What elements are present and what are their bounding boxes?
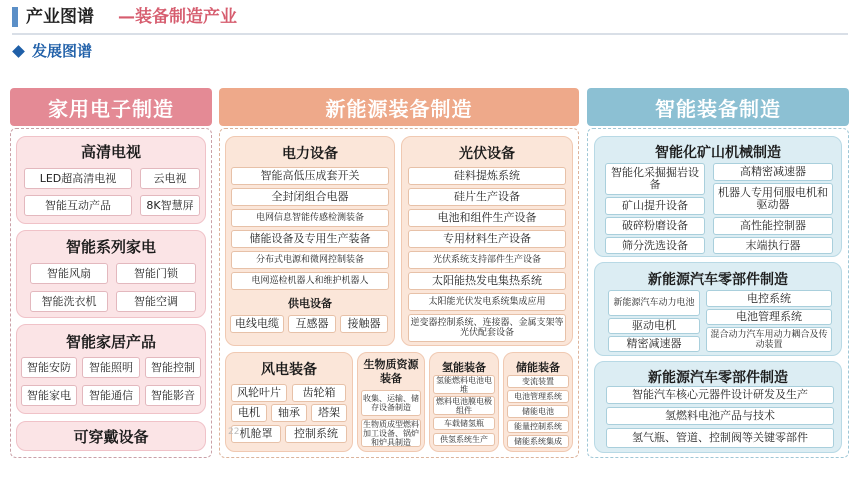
chip-cables: 电线电缆 (230, 315, 284, 333)
chip-smart-lighting: 智能照明 (82, 357, 140, 378)
chip-wind-control: 控制系统 (285, 425, 347, 443)
chip-power-battery: 新能源汽车动力电池 (608, 290, 700, 316)
chip-bms: 电池管理系统 (507, 390, 569, 403)
chip-fuel-cell-stack: 氢能燃料电池电堆 (433, 375, 495, 394)
chip-silicon-refining: 硅料提炼系统 (408, 167, 566, 185)
chip-smart-ac: 智能空调 (116, 291, 196, 312)
chip-smart-car-components: 智能汽车核心元器件设计研发及生产 (606, 386, 834, 404)
chip-microgrid: 分布式电源和微网控制装备 (231, 251, 389, 269)
card-hd-tv-title: 高清电视 (80, 143, 141, 161)
chip-transformer: 互感器 (288, 315, 336, 333)
chip-smart-fan: 智能风扇 (30, 263, 108, 284)
card-smart-appliances-title: 智能系列家电 (65, 238, 156, 256)
chip-smart-washer: 智能洗衣机 (30, 291, 108, 312)
chip-bearing: 轴承 (271, 404, 307, 422)
chip-nacelle: 机舱罩 (231, 425, 281, 443)
chip-smart-lock: 智能门锁 (116, 263, 196, 284)
chip-tower: 塔架 (311, 404, 347, 422)
title-accent-bar (12, 7, 18, 27)
chip-gearbox: 齿轮箱 (292, 384, 346, 402)
chip-screening: 筛分洗选设备 (605, 237, 705, 254)
page-subtitle: —装备制造产业 (118, 7, 237, 27)
chip-hybrid-coupling: 混合动力汽车用动力耦合及传动装置 (706, 327, 832, 352)
chip-biomass-collect: 收集、运输、储存设备制造 (361, 390, 421, 416)
card-biomass-title: 生物质资源装备 (363, 358, 419, 385)
chip-8k-screen: 8K智慧屏 (140, 195, 200, 216)
chip-storage-battery: 储能电池 (507, 405, 569, 418)
chip-wind-blade: 风轮叶片 (231, 384, 287, 402)
chip-h2-fuel-cell-tech: 氢燃料电池产品与技术 (606, 407, 834, 425)
page-title: 产业图谱 (26, 7, 94, 27)
chip-pv-support: 光伏系统支持部件生产设备 (408, 251, 566, 269)
card-wind-equipment-title: 风电装备 (261, 362, 317, 378)
chip-mining-excavation: 智能化采掘掘岩设备 (605, 163, 705, 195)
power-supply-title: 供电设备 (288, 297, 332, 310)
header-divider (12, 33, 848, 35)
chip-gis: 全封闭组合电器 (231, 188, 389, 206)
chip-smart-av: 智能影音 (145, 385, 201, 406)
chip-biomass-fuel: 生物质成型燃料加工设备、锅炉和炉具制造 (363, 419, 419, 447)
chip-battery-management: 电池管理系统 (706, 309, 832, 325)
chip-smart-security: 智能安防 (21, 357, 77, 378)
chip-membrane-electrode: 燃料电池膜电极组件 (433, 396, 495, 415)
chip-hv-switchgear: 智能高低压成套开关 (231, 167, 389, 185)
chip-motor: 电机 (231, 404, 267, 422)
chip-led-tv: LED超高清电视 (24, 168, 132, 189)
chip-grid-sensing: 电网信息智能传感检测装备 (231, 209, 389, 227)
chip-controller: 高性能控制器 (713, 217, 833, 235)
new-energy-header: 新能源装备制造 (219, 88, 579, 126)
card-mining-machinery-title: 智能化矿山机械制造 (655, 145, 781, 161)
chip-converter: 变流装置 (507, 375, 569, 388)
chip-precision-reducer: 高精密减速器 (713, 163, 833, 181)
chip-servo-motor: 机器人专用伺服电机和驱动器 (713, 183, 833, 215)
chip-crushing: 破碎粉磨设备 (605, 217, 705, 235)
chip-drive-motor: 驱动电机 (608, 318, 700, 334)
chip-h2-tank: 车载储氢瓶 (433, 417, 495, 430)
chip-inverter: 逆变器控制系统、连接器、金属支架等光伏配套设备 (408, 314, 566, 342)
chip-wafer-production: 硅片生产设备 (408, 188, 566, 206)
chip-cell-module: 电池和组件生产设备 (408, 209, 566, 227)
section-heading: 发展图谱 (32, 42, 93, 60)
chip-grid-robots: 电网巡检机器人和维护机器人 (231, 272, 389, 290)
card-hydrogen-title: 氢能装备 (442, 361, 486, 374)
chip-cloud-tv: 云电视 (140, 168, 200, 189)
chip-precision-reducer-2: 精密减速器 (608, 336, 700, 352)
chip-smart-control: 智能控制 (145, 357, 201, 378)
diamond-bullet-icon (12, 45, 25, 58)
card-nev-parts-title: 新能源汽车零部件制造 (648, 272, 788, 288)
chip-contactor: 接触器 (340, 315, 388, 333)
chip-special-materials: 专用材料生产设备 (408, 230, 566, 248)
chip-energy-control: 能量控制系统 (507, 420, 569, 433)
card-pv-equipment-title: 光伏设备 (459, 146, 515, 162)
chip-smart-appliance: 智能家电 (21, 385, 77, 406)
chip-electronic-control: 电控系统 (706, 290, 832, 307)
chip-storage-production: 储能设备及专用生产装备 (231, 230, 389, 248)
home-electronics-header: 家用电子制造 (10, 88, 212, 126)
watermark-text: 22 (228, 427, 240, 437)
card-smart-home-title: 智能家居产品 (65, 333, 156, 351)
chip-solar-thermal: 太阳能热发电集热系统 (408, 272, 566, 290)
chip-h2-supply: 供氢系统生产 (433, 433, 495, 446)
chip-pv-integration: 太阳能光伏发电系统集成应用 (408, 293, 566, 311)
card-nev-parts-2-title: 新能源汽车零部件制造 (648, 370, 788, 386)
chip-h2-key-parts: 氢气瓶、管道、控制阀等关键零部件 (606, 428, 834, 448)
chip-interactive: 智能互动产品 (24, 195, 132, 216)
chip-storage-integration: 储能系统集成 (507, 435, 569, 448)
chip-mine-hoist: 矿山提升设备 (605, 197, 705, 215)
chip-smart-comm: 智能通信 (82, 385, 140, 406)
chip-end-effector: 末端执行器 (713, 237, 833, 254)
smart-equipment-header: 智能装备制造 (587, 88, 849, 126)
card-wearable-title: 可穿戴设备 (73, 428, 149, 446)
card-energy-storage-title: 储能装备 (516, 361, 560, 374)
card-power-equipment-title: 电力设备 (282, 146, 338, 162)
